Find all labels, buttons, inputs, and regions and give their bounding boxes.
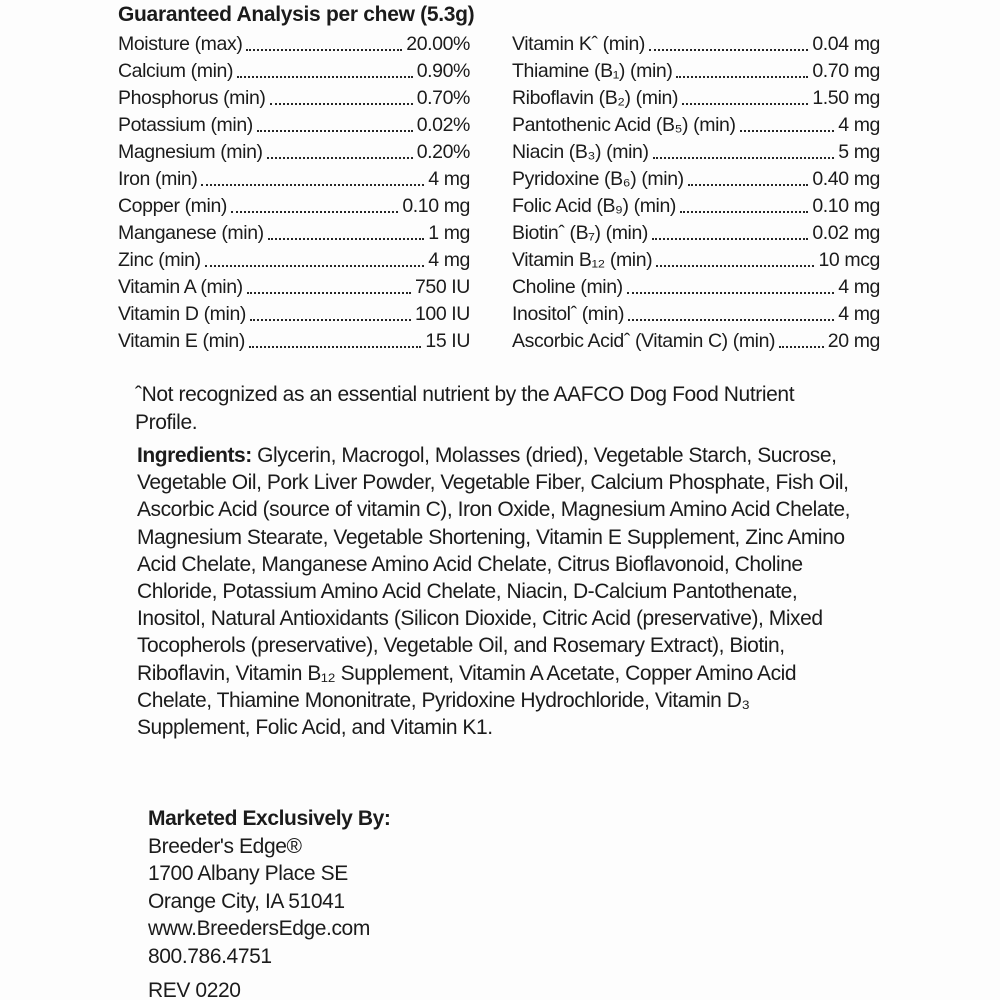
analysis-row bbox=[118, 165, 470, 192]
analysis-row bbox=[512, 57, 880, 84]
analysis-row bbox=[118, 219, 470, 246]
nutrient-name: Iron (min) bbox=[118, 168, 198, 190]
nutrient-value: 0.70 mg bbox=[812, 60, 880, 82]
dot-leader bbox=[267, 157, 413, 159]
nutrient-value: 0.02% bbox=[416, 114, 470, 136]
analysis-row bbox=[512, 165, 880, 192]
guaranteed-analysis-title: Guaranteed Analysis per chew (5.3g) bbox=[118, 3, 475, 26]
nutrient-name: Niacin (B₃) (min) bbox=[512, 141, 649, 163]
phone-number: 800.786.4751 bbox=[148, 944, 272, 968]
nutrient-value: 0.02 mg bbox=[812, 222, 880, 244]
nutrient-value: 0.40 mg bbox=[812, 168, 880, 190]
analysis-row bbox=[512, 246, 880, 273]
marketing-block bbox=[148, 805, 391, 1000]
nutrient-name: Inositolˆ (min) bbox=[512, 303, 625, 325]
dot-leader bbox=[270, 103, 413, 105]
aafco-footnote: ˆNot recognized as an essential nutrient by the AAFCO Dog Food Nutrient Profile. bbox=[135, 383, 795, 434]
nutrient-name: Pyridoxine (B₆) (min) bbox=[512, 168, 684, 190]
dot-leader bbox=[740, 130, 835, 132]
dot-leader bbox=[676, 76, 808, 78]
nutrient-value: 750 IU bbox=[414, 276, 470, 298]
analysis-row bbox=[118, 300, 470, 327]
dot-leader bbox=[680, 211, 808, 213]
nutrient-value: 10 mcg bbox=[818, 249, 880, 271]
revision-code: REV 0220 bbox=[148, 979, 241, 1000]
analysis-row bbox=[512, 273, 880, 300]
marketed-by-heading: Marketed Exclusively By: bbox=[148, 807, 391, 830]
analysis-row bbox=[512, 300, 880, 327]
dot-leader bbox=[652, 238, 808, 240]
nutrient-name: Vitamin E (min) bbox=[118, 330, 245, 352]
nutrient-value: 4 mg bbox=[838, 114, 880, 136]
analysis-row bbox=[512, 219, 880, 246]
nutrient-value: 100 IU bbox=[414, 303, 470, 325]
website-url: www.BreedersEdge.com bbox=[148, 917, 370, 940]
ingredients-text: Glycerin, Macrogol, Molasses (dried), Vegetable Starch, Sucrose, Vegetable Oil, Pork Liver Powder, Vegetable Fiber, Calcium Phosphate, Fish Oil, Ascorbic Acid (source of vitamin C), Iron Oxide, Magnesium Amino Acid Chelate, Magnesium Stearate, Vegetable Shortening, Vitamin E Supplement, Zinc Amino Acid Chelate, Manganese Amino Acid Chelate, Citrus Bioflavonoid, Choline Chloride, Potassium Amino Acid Chelate, Niacin, D-Calcium Pantothenate, Inositol, Natural Antioxidants (Silicon Dioxide, Citric Acid (preservative), Mixed Tocopherols (preservative), Vegetable Oil, and Rosemary Extract), Biotin, Riboflavin, Vitamin B₁₂ Supplement, Vitamin A Acetate, Copper Amino Acid Chelate, Thiamine Mononitrate, Pyridoxine Hydrochloride, Vitamin D₃ Supplement, Folic Acid, and Vitamin K1. bbox=[137, 444, 851, 740]
nutrient-name: Riboflavin (B₂) (min) bbox=[512, 87, 679, 109]
nutrient-name: Phosphorus (min) bbox=[118, 87, 266, 109]
analysis-row bbox=[118, 192, 470, 219]
dot-leader bbox=[649, 49, 808, 51]
nutrient-value: 0.20% bbox=[416, 141, 470, 163]
analysis-row bbox=[118, 30, 470, 57]
analysis-row bbox=[512, 111, 880, 138]
analysis-row bbox=[512, 327, 880, 354]
nutrient-value: 0.10 mg bbox=[812, 195, 880, 217]
nutrient-name: Vitamin Kˆ (min) bbox=[512, 33, 646, 55]
nutrient-value: 5 mg bbox=[838, 141, 880, 163]
analysis-row bbox=[118, 246, 470, 273]
dot-leader bbox=[247, 292, 411, 294]
nutrient-name: Biotinˆ (B₇) (min) bbox=[512, 222, 649, 244]
dot-leader bbox=[250, 319, 411, 321]
nutrient-name: Choline (min) bbox=[512, 276, 623, 298]
city-state-zip: Orange City, IA 51041 bbox=[148, 889, 345, 913]
dot-leader bbox=[231, 211, 398, 213]
nutrient-name: Vitamin D (min) bbox=[118, 303, 246, 325]
nutrient-name: Folic Acid (B₉) (min) bbox=[512, 195, 677, 217]
dot-leader bbox=[628, 319, 834, 321]
nutrient-name: Manganese (min) bbox=[118, 222, 264, 244]
dot-leader bbox=[682, 103, 808, 105]
analysis-column-right bbox=[512, 30, 880, 354]
dot-leader bbox=[779, 346, 824, 348]
dot-leader bbox=[249, 346, 421, 348]
nutrient-value: 4 mg bbox=[428, 249, 470, 271]
nutrient-name: Pantothenic Acid (B₅) (min) bbox=[512, 114, 736, 136]
dot-leader bbox=[268, 238, 424, 240]
nutrient-value: 0.04 mg bbox=[812, 33, 880, 55]
nutrient-value: 4 mg bbox=[838, 303, 880, 325]
nutrient-name: Moisture (max) bbox=[118, 33, 243, 55]
analysis-row bbox=[118, 57, 470, 84]
street-address: 1700 Albany Place SE bbox=[148, 862, 348, 885]
analysis-row bbox=[512, 192, 880, 219]
analysis-row bbox=[118, 273, 470, 300]
nutrient-value: 15 IU bbox=[425, 330, 470, 352]
dot-leader bbox=[237, 76, 413, 78]
nutrient-name: Magnesium (min) bbox=[118, 141, 263, 163]
analysis-row bbox=[512, 84, 880, 111]
brand-name: Breeder's Edge® bbox=[148, 834, 302, 858]
dot-leader bbox=[201, 184, 424, 186]
nutrient-value: 0.10 mg bbox=[402, 195, 470, 217]
analysis-row bbox=[118, 111, 470, 138]
dot-leader bbox=[688, 184, 809, 186]
analysis-column-left bbox=[118, 30, 470, 354]
analysis-columns bbox=[118, 30, 880, 354]
nutrient-value: 4 mg bbox=[428, 168, 470, 190]
nutrient-name: Potassium (min) bbox=[118, 114, 253, 136]
ingredients-label: Ingredients: bbox=[137, 444, 252, 467]
analysis-row bbox=[118, 84, 470, 111]
nutrient-value: 0.90% bbox=[416, 60, 470, 82]
nutrient-name: Vitamin A (min) bbox=[118, 276, 243, 298]
dot-leader bbox=[257, 130, 413, 132]
analysis-row bbox=[118, 138, 470, 165]
nutrient-value: 20 mg bbox=[827, 330, 880, 352]
dot-leader bbox=[627, 292, 834, 294]
dot-leader bbox=[205, 265, 425, 267]
dot-leader bbox=[656, 265, 814, 267]
dot-leader bbox=[246, 49, 402, 51]
nutrient-name: Copper (min) bbox=[118, 195, 227, 217]
analysis-row bbox=[118, 327, 470, 354]
nutrient-value: 4 mg bbox=[838, 276, 880, 298]
nutrient-name: Calcium (min) bbox=[118, 60, 234, 82]
nutrient-name: Zinc (min) bbox=[118, 249, 201, 271]
analysis-row bbox=[512, 30, 880, 57]
nutrient-value: 0.70% bbox=[416, 87, 470, 109]
nutrient-value: 1 mg bbox=[428, 222, 470, 244]
nutrient-name: Thiamine (B₁) (min) bbox=[512, 60, 673, 82]
ingredients-paragraph bbox=[137, 442, 857, 741]
analysis-row bbox=[512, 138, 880, 165]
nutrient-value: 1.50 mg bbox=[812, 87, 880, 109]
nutrient-name: Vitamin B₁₂ (min) bbox=[512, 249, 653, 271]
nutrient-value: 20.00% bbox=[406, 33, 470, 55]
nutrient-name: Ascorbic Acidˆ (Vitamin C) (min) bbox=[512, 330, 776, 352]
dot-leader bbox=[653, 157, 835, 159]
